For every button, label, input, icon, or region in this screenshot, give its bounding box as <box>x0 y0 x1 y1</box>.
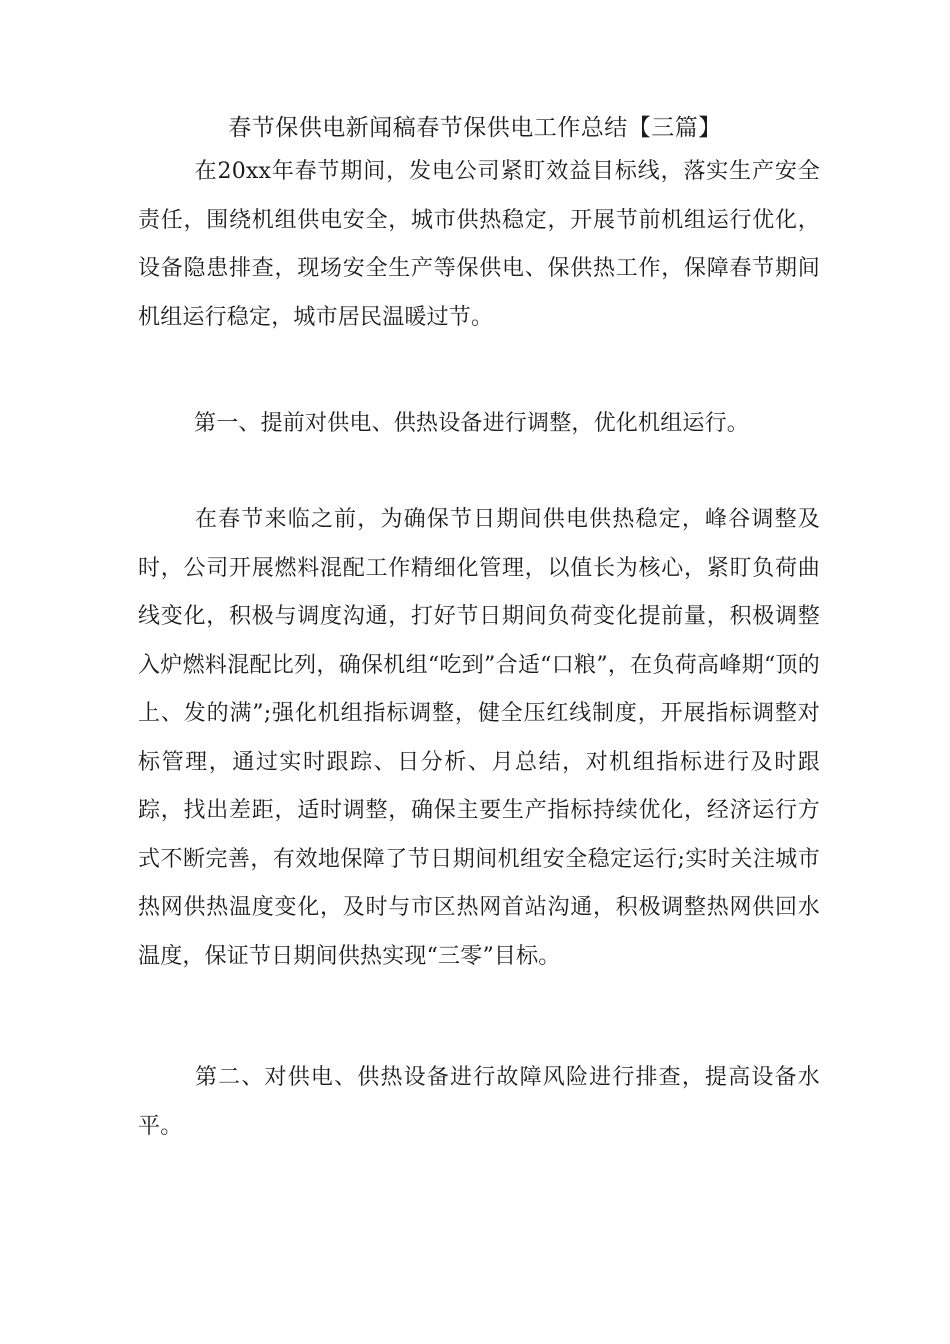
paragraph-text: 在春节来临之前，为确保节日期间供电供热稳定，峰谷调整及时，公司开展燃料混配工作精细化管理，以值长为核心，紧盯负荷曲线变化，积极与调度沟通，打好节日期间负荷变化提前量，积极调整入炉燃料混配比列，确保机组“吃到”合适“口粮”，在负荷高峰期“顶的上、发的满”;强化机组指标调整，健全压红线制度，开展指标调整对标管理，通过实时跟踪、日分析、月总结，对机组指标进行及时跟踪，找出差距，适时调整，确保主要生产指标持续优化，经济运行方式不断完善，有效地保障了节日期间机组安全稳定运行;实时关注城市热网供热温度变化，及时与市区热网首站沟通，积极调整热网供回水温度，保证节日期间供热实现“三零”目标。 <box>138 507 820 969</box>
section-heading-second <box>138 1054 820 1151</box>
paragraph-intro <box>138 148 820 342</box>
paragraph-text: 第一、提前对供电、供热设备进行调整，优化机组运行。 <box>194 411 750 436</box>
paragraph-text: 在20xx年春节期间，发电公司紧盯效益目标线，落实生产安全责任，围绕机组供电安全，城市供热稳定，开展节前机组运行优化，设备隐患排查，现场安全生产等保供电、保供热工作，保障春节期间机组运行稳定，城市居民温暖过节。 <box>138 159 820 330</box>
document-title: 春节保供电新闻稿春节保供电工作总结【三篇】 <box>228 115 722 141</box>
section-heading-first <box>138 400 820 449</box>
paragraph-text: 第二、对供电、供热设备进行故障风险进行排查，提高设备水平。 <box>138 1065 820 1139</box>
paragraph-first-detail <box>138 496 820 981</box>
